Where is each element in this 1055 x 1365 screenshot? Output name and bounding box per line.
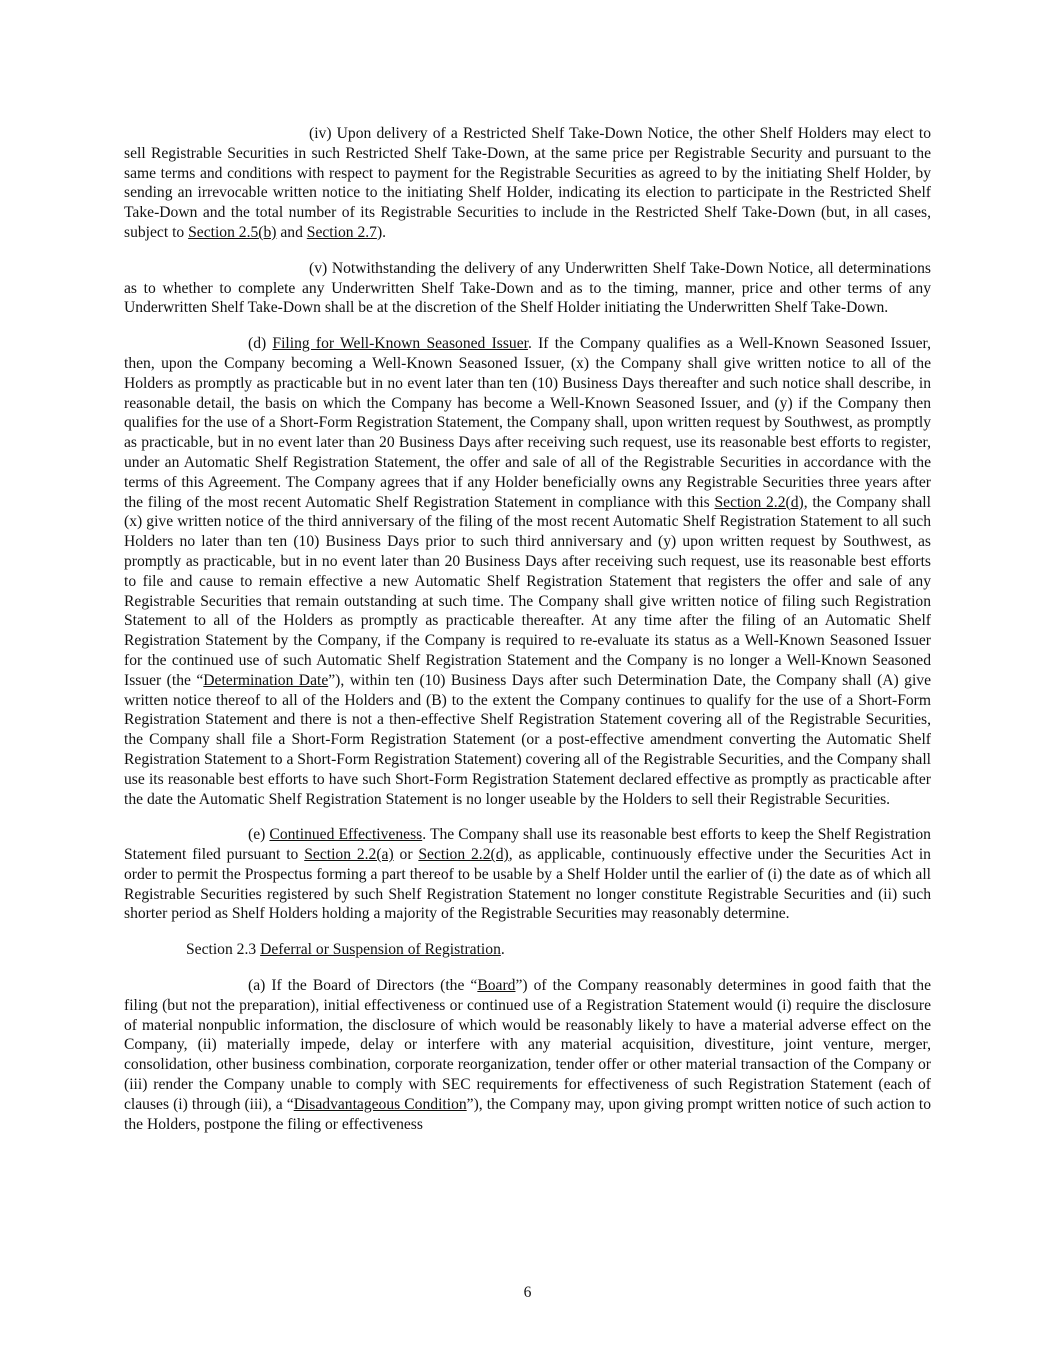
cross-reference: Section 2.2(a) — [304, 846, 394, 864]
paragraph-text: (iv) Upon delivery of a Restricted Shelf Take-Down Notice, the other Shelf Holders may elect to sell Registrable Securities in such Restricted Shelf Take-Down, at the same price per Registrable Security and pursuant to the same terms and conditions with respect to payment for the Registrable Securities as agreed to by the initiating Shelf Holder, by sending an irrevocable written notice to the initiating Shelf Holder, indicating its election to participate in the Restricted Shelf Take-Down and the total number of its Registrable Securities to include in the Restricted Shelf Take-Down (but, in all cases, subject to — [124, 125, 931, 241]
paragraph-text: . The Company shall use its reasonable best efforts to keep the Shelf Registration Statement filed pursuant to — [124, 826, 931, 864]
paragraph-text: and — [276, 223, 307, 241]
cross-reference: Section 2.2(d) — [714, 493, 804, 511]
defined-term: Determination Date — [203, 671, 329, 689]
section-number: Section 2.3 — [186, 941, 261, 959]
paragraph-text: , the Company shall (x) give written notice of the third anniversary of the filing of the most recent Automatic Shelf Registration Statement to all such Holders no later than ten (10) Business Days prior to such third anniversary and (y) upon written request by Southwest, as promptly as practicable, but in no event later than 20 Business Days after receiving such request, use its reasonable best efforts to file and cause to remain effective a new Automatic Shelf Registration Statement that registers the offer and sale of any Registrable Securities that remain outstanding at such time. The Company shall give written notice of filing such Registration Statement to all of the Holders as promptly as practicable thereafter. At any time after the filing of an Automatic Shelf Registration Statement by the Company, if the Company is required to re-evaluate its status as a Well-Known Seasoned Issuer for the continued use of such Automatic Shelf Registration Statement and the Company is no longer a Well-Known Seasoned Issuer (the “ — [124, 493, 931, 689]
section-2-3-heading — [186, 940, 931, 960]
paragraph-text: ). — [376, 223, 387, 241]
paragraph-iv — [124, 124, 931, 243]
paragraph-e — [124, 825, 931, 924]
paragraph-text: , as applicable, continuously effective under the Securities Act in order to permit the Prospectus forming a part thereof to be usable by a Shelf Holder until the earlier of (i) the date as of which all Registrable Securities registered by such Shelf Registration Statement no longer constitute Registrable Securities and (ii) such shorter period as Shelf Holders holding a majority of the Registrable Securities may reasonably determine. — [124, 846, 931, 923]
paragraph-v — [124, 259, 931, 318]
paragraph-text: (e) — [248, 826, 270, 844]
paragraph-text: . If the Company qualifies as a Well-Known Seasoned Issuer, then, upon the Company becoming a Well-Known Seasoned Issuer, (x) the Company shall give written notice to all of the Holders as promptly as practicable but in no event later than ten (10) Business Days thereafter and such notice shall describe, in reasonable detail, the basis on which the Company has become a Well-Known Seasoned Issuer, and (y) if the Company then qualifies for the use of a Short-Form Registration Statement, the Company shall, upon written request by Southwest, as promptly as practicable, but in no event later than 20 Business Days after receiving such request, use its reasonable best efforts to register, under an Automatic Shelf Registration Statement, the offer and sale of all of the Registrable Securities in accordance with the terms of this Agreement. The Company agrees that if any Holder beneficially owns any Registrable Securities three years after the filing of the most recent Automatic Shelf Registration Statement in compliance with this — [124, 335, 931, 511]
paragraph-a — [124, 976, 931, 1134]
paragraph-text: ”), the Company may, upon giving prompt written notice of such action to the Holders, postpone the filing or effectiveness — [124, 1095, 931, 1133]
paragraph-text: ”) of the Company reasonably determines in good faith that the filing (but not the preparation), initial effectiveness or continued use of a Registration Statement would (i) require the disclosure of material nonpublic information, the disclosure of which would be reasonably likely to have a material adverse effect on the Company, (ii) materially impede, delay or interfere with any material acquisition, divestiture, joint venture, merger, consolidation, other business combination, corporate reorganization, tender offer or other material transaction of the Company or (iii) render the Company unable to comply with SEC requirements for effectiveness of such Registration Statement (each of clauses (i) through (iii), a “ — [124, 977, 932, 1113]
defined-term: Board — [477, 977, 516, 995]
cross-reference: Section 2.7 — [306, 223, 377, 241]
section-title: Deferral or Suspension of Registration — [260, 941, 501, 959]
page-number: 6 — [523, 1284, 532, 1301]
cross-reference: Section 2.5(b) — [188, 223, 277, 241]
paragraph-text: (v) Notwithstanding the delivery of any Underwritten Shelf Take-Down Notice, all determinations as to whether to complete any Underwritten Shelf Take-Down and as to the timing, manner, price and other terms of any Underwritten Shelf Take-Down shall be at the discretion of the Shelf Holder initiating the Underwritten Shelf Take-Down. — [124, 259, 931, 317]
paragraph-text: or — [393, 846, 419, 864]
paragraph-text: (d) — [248, 335, 273, 353]
paragraph-text: . — [500, 941, 505, 959]
paragraph-text: (a) If the Board of Directors (the “ — [248, 977, 478, 995]
subsection-heading: Filing for Well-Known Seasoned Issuer — [272, 335, 528, 353]
paragraph-text: ”), within ten (10) Business Days after such Determination Date, the Company shall (A) give written notice thereof to all of the Holders and (B) to the extent the Company continues to qualify for the use of a Short-Form Registration Statement and there is not a then-effective Shelf Registration Statement covering all of the Registrable Securities, the Company shall file a Short-Form Registration Statement (or a post-effective amendment converting the Automatic Shelf Registration Statement to a Short-Form Registration Statement) covering all of the Registrable Securities, and the Company shall use its reasonable best efforts to have such Short-Form Registration Statement declared effective as promptly as practicable after the date the Automatic Shelf Registration Statement is no longer useable by the Holders to sell their Registrable Securities. — [124, 671, 931, 808]
paragraph-d — [124, 334, 931, 809]
subsection-heading: Continued Effectiveness — [269, 826, 423, 844]
defined-term: Disadvantageous Condition — [293, 1095, 467, 1113]
cross-reference: Section 2.2(d) — [418, 846, 509, 864]
